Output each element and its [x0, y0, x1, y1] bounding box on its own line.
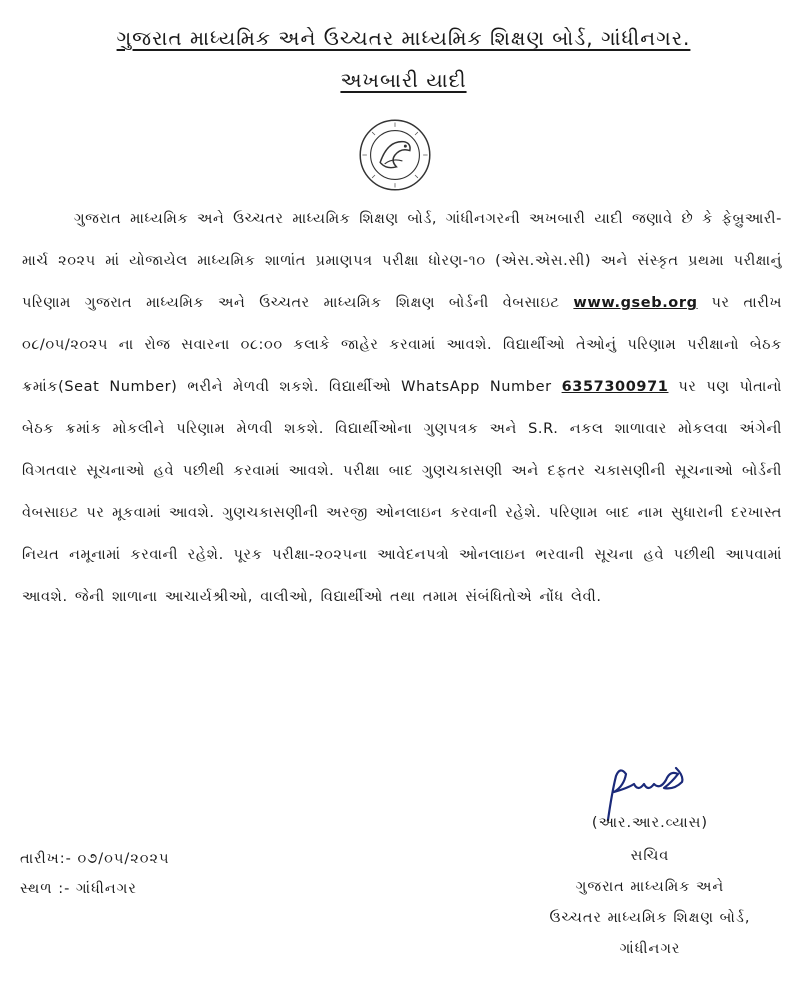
body-paragraph-part3: પર પણ પોતાનો બેઠક ક્રમાંક મોકલીને પરિણામ મેળવી શકશે. વિદ્યાર્થીઓના ગુણપત્રક અને S.R. નકલ શાળાવાર મોકલવા અંગેની વિગતવાર સૂચનાઓ હવે પછીથી કરવામાં આવશે. પરીક્ષા બાદ ગુણચકાસણી અને દફતર ચકાસણીની સૂચનાઓ બોર્ડની વેબસાઇટ પર મૂકવામાં આવશે. ગુણચકાસણીની અરજી ઓનલાઇન કરવાની રહેશે. પરિણામ બાદ નામ સુધારાની દરખાસ્ત નિયત નમૂનામાં કરવાની રહેશે. પૂરક પરીક્ષા-૨૦૨૫ના આવેદનપત્રો ઓનલાઇન ભરવાની સૂચના હવે પછીથી આપવામાં આવશે. જેની શાળાના આચાર્યશ્રીઓ, વાલીઓ, વિદ્યાર્થીઓ તથા તમામ સંબંધિતોએ નોંધ લેવી. [22, 379, 782, 605]
signatory-name: (આર.આર.વ્યાસ) [591, 815, 709, 831]
release-place: સ્થળ :- ગાંધીનગર [20, 881, 137, 897]
document-type-heading: અખબારી યાદી [340, 68, 467, 92]
signatory-org-line1: ગુજરાત માધ્યમિક અને [575, 879, 725, 895]
website-link[interactable]: www.gseb.org [573, 295, 698, 311]
signatory-designation: સચિવ [630, 848, 670, 864]
signatory-city: ગાંધીનગર [619, 941, 681, 957]
signatory-org-line2: ઉચ્ચતર માધ્યમિક શિક્ષણ બોર્ડ, [549, 910, 751, 926]
board-title: ગુજરાત માધ્યમિક અને ઉચ્ચતર માધ્યમિક શિક્ષણ બોર્ડ, ગાંધીનગર. [116, 26, 691, 50]
signature-scribble [594, 762, 690, 822]
body-paragraph-part1: ગુજરાત માધ્યમિક અને ઉચ્ચતર માધ્યમિક શિક્ષણ બોર્ડ, ગાંધીનગરની અખબારી યાદી જણાવે છે કે ફેબ્રુઆરી-માર્ચ ૨૦૨૫ માં યોજાયેલ માધ્યમિક શાળાંત પ્રમાણપત્ર પરીક્ષા ધોરણ-૧૦ (એસ.એસ.સી) અને સંસ્કૃત પ્રથમા પરીક્ષાનું પરિણામ ગુજરાત માધ્યમિક અને ઉચ્ચતર માધ્યમિક શિક્ષણ બોર્ડની વેબસાઇટ [22, 211, 782, 311]
body-paragraph-part2: પર તારીખ ૦૮/૦૫/૨૦૨૫ ના રોજ સવારના ૦૮:૦૦ કલાકે જાહેર કરવામાં આવશે. વિદ્યાર્થીઓ તેઓનું પરિણામ પરીક્ષાનો બેઠક ક્રમાંક(Seat Number) ભરીને મેળવી શકશે. વિદ્યાર્થીઓ WhatsApp Number [22, 295, 782, 395]
whatsapp-number: 6357300971 [561, 379, 669, 395]
press-release-body [22, 198, 782, 618]
release-date: તારીખ:- ૦૭/૦૫/૨૦૨૫ [20, 851, 170, 867]
board-seal-icon [358, 118, 432, 192]
